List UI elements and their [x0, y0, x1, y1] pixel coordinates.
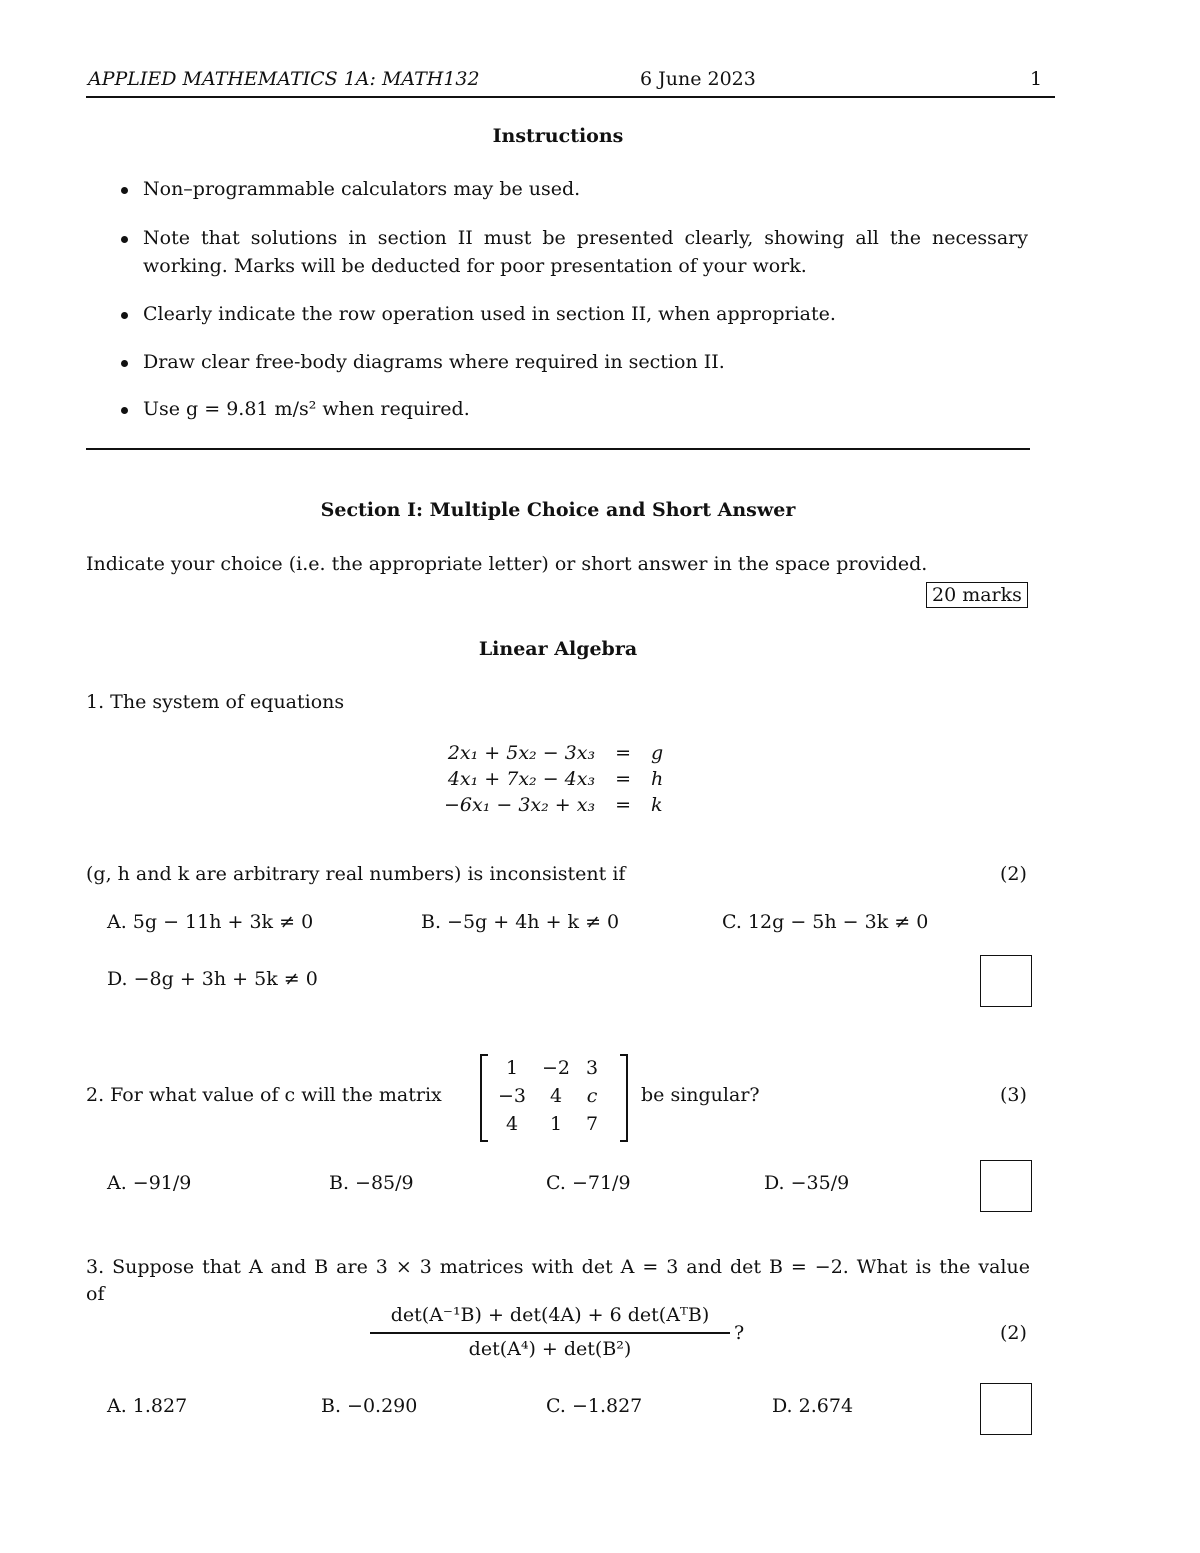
- equation-lhs: 2x₁ + 5x₂ − 3x₃: [447, 742, 596, 764]
- equation-system: [434, 740, 673, 818]
- equation-equals: =: [615, 742, 632, 764]
- question-3-stem-continued: of: [86, 1283, 105, 1305]
- matrix-cell: 4: [549, 1085, 563, 1107]
- question-3-answer-box[interactable]: [980, 1383, 1032, 1435]
- fraction-numerator: det(A⁻¹B) + det(4A) + 6 det(AᵀB): [390, 1304, 710, 1326]
- question-1-option-a: A. 5g − 11h + 3k ≠ 0: [107, 911, 314, 933]
- marks-badge: 20 marks: [926, 582, 1028, 608]
- question-2-option-c: C. −71/9: [546, 1172, 631, 1194]
- question-3-option-d: D. 2.674: [772, 1395, 854, 1417]
- equation-rhs: h: [651, 768, 664, 790]
- instruction-item: Non–programmable calculators may be used.: [143, 178, 581, 200]
- equation-lhs: −6x₁ − 3x₂ + x₃: [444, 794, 596, 816]
- fraction-denominator: det(A⁴) + det(B²): [468, 1338, 632, 1360]
- section-title: Section I: Multiple Choice and Short Answer: [320, 499, 796, 521]
- instruction-item-continued: working. Marks will be deducted for poor presentation of your work.: [143, 255, 807, 277]
- question-1-marks: (2): [1000, 863, 1027, 885]
- question-3-option-c: C. −1.827: [546, 1395, 643, 1417]
- matrix-cell: −3: [498, 1085, 527, 1107]
- question-2-option-d: D. −35/9: [764, 1172, 850, 1194]
- question-3-marks: (2): [1000, 1322, 1027, 1344]
- equation-equals: =: [615, 794, 632, 816]
- equation-rhs: g: [651, 742, 664, 764]
- equation-lhs: 4x₁ + 7x₂ − 4x₃: [447, 768, 596, 790]
- bullet-icon: [121, 312, 128, 319]
- question-2-stem: 2. For what value of c will the matrix: [86, 1084, 442, 1106]
- header-rule: [86, 96, 1055, 98]
- question-1-option-c: C. 12g − 5h − 3k ≠ 0: [722, 911, 929, 933]
- question-3-stem: 3. Suppose that A and B are 3 × 3 matrices with det A = 3 and det B = −2. What is the value: [86, 1256, 1030, 1278]
- bullet-icon: [121, 360, 128, 367]
- matrix-cell: 1: [505, 1057, 519, 1079]
- subsection-title: Linear Algebra: [478, 638, 638, 660]
- question-2-option-a: A. −91/9: [107, 1172, 192, 1194]
- matrix-cell: 4: [505, 1113, 519, 1135]
- matrix: [490, 1054, 606, 1138]
- matrix-cell: −2: [542, 1057, 571, 1079]
- matrix-cell: 7: [586, 1113, 599, 1135]
- equation-equals: =: [615, 768, 632, 790]
- instruction-item: Note that solutions in section II must be presented clearly, showing all the necessary: [143, 227, 1028, 249]
- question-2-stem-end: be singular?: [641, 1084, 760, 1106]
- question-1-option-b: B. −5g + 4h + k ≠ 0: [421, 911, 620, 933]
- question-3-option-b: B. −0.290: [321, 1395, 418, 1417]
- question-3-question-mark: ?: [734, 1322, 745, 1344]
- question-1-answer-box[interactable]: [980, 955, 1032, 1007]
- instruction-item: Draw clear free-body diagrams where required in section II.: [143, 351, 725, 373]
- question-2-option-b: B. −85/9: [329, 1172, 414, 1194]
- instructions-title: Instructions: [492, 125, 624, 147]
- matrix-right-bracket: [620, 1054, 628, 1142]
- fraction-bar: [370, 1332, 730, 1334]
- question-2-marks: (3): [1000, 1084, 1027, 1106]
- instruction-item: Clearly indicate the row operation used in section II, when appropriate.: [143, 303, 836, 325]
- question-1-stem: 1. The system of equations: [86, 691, 345, 713]
- question-3-option-a: A. 1.827: [107, 1395, 188, 1417]
- matrix-cell: 1: [549, 1113, 563, 1135]
- matrix-left-bracket: [480, 1054, 488, 1142]
- instruction-item: Use g = 9.81 m/s² when required.: [143, 398, 470, 420]
- equation-rhs: k: [651, 794, 663, 816]
- section-intro: Indicate your choice (i.e. the appropriate letter) or short answer in the space provided.: [86, 553, 928, 575]
- bullet-icon: [121, 187, 128, 194]
- matrix-cell: c: [586, 1085, 598, 1107]
- question-1-condition: (g, h and k are arbitrary real numbers) is inconsistent if: [86, 863, 626, 885]
- header-course: APPLIED MATHEMATICS 1A: MATH132: [88, 68, 480, 90]
- instructions-rule: [86, 448, 1030, 450]
- header-page-number: 1: [1030, 68, 1043, 90]
- matrix-cell: 3: [586, 1057, 599, 1079]
- header-date: 6 June 2023: [640, 68, 756, 90]
- question-1-option-d: D. −8g + 3h + 5k ≠ 0: [107, 968, 318, 990]
- question-2-answer-box[interactable]: [980, 1160, 1032, 1212]
- bullet-icon: [121, 236, 128, 243]
- bullet-icon: [121, 407, 128, 414]
